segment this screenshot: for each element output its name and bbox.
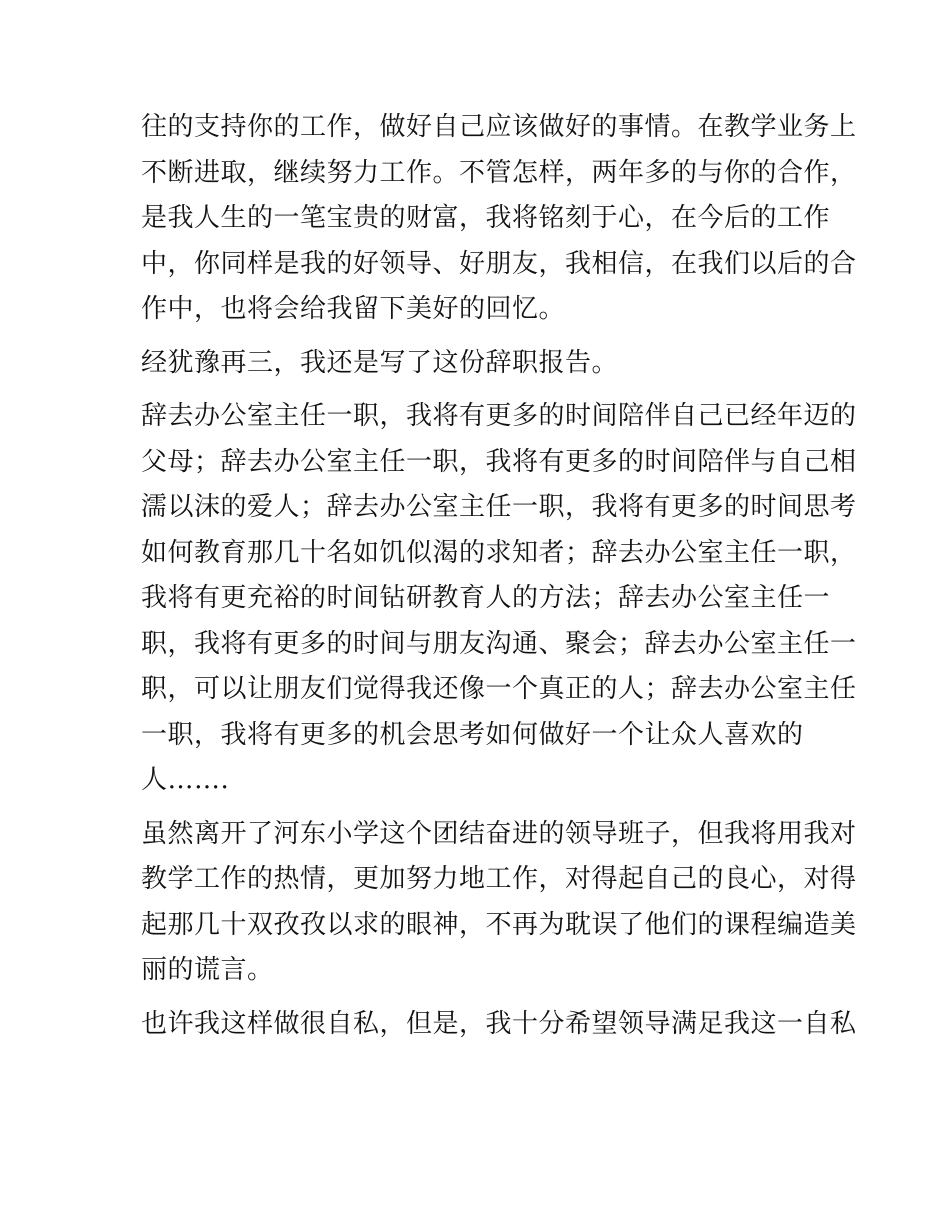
paragraph-gap: [141, 333, 821, 341]
paragraph: [141, 1002, 857, 1048]
text-line: 职，可以让朋友们觉得我还像一个真正的人；辞去办公室主任: [141, 674, 857, 704]
document-body: [141, 105, 857, 1047]
text-line: 一职，我将有更多的机会思考如何做好一个让众人喜欢的: [141, 719, 804, 750]
paragraph-gap: [141, 386, 821, 394]
paragraph: [141, 812, 857, 994]
text-line: 父母；辞去办公室主任一职，我将有更多的时间陪伴与自己相: [141, 446, 857, 477]
paragraph-gap: [141, 804, 821, 812]
paragraph-gap: [141, 994, 821, 1002]
text-line: 也许我这样做很自私，但是，我十分希望领导满足我这一自私: [141, 1008, 857, 1039]
text-line: 丽的谎言。: [141, 955, 274, 985]
text-line: 辞去办公室主任一职，我将有更多的时间陪伴自己已经年迈的: [141, 401, 857, 431]
paragraph: [141, 105, 857, 333]
text-line: 往的支持你的工作，做好自己应该做好的事情。在教学业务上: [141, 112, 857, 142]
text-line: 人…….: [141, 765, 230, 795]
text-line: 我将有更充裕的时间钻研教育人的方法；辞去办公室主任一: [141, 583, 831, 613]
text-line: 濡以沫的爱人；辞去办公室主任一职，我将有更多的时间思考: [141, 492, 857, 522]
paragraph: [141, 341, 821, 387]
paragraph: [141, 394, 857, 804]
text-line: 起那几十双孜孜以求的眼神，不再为耽误了他们的课程编造美: [141, 909, 857, 940]
text-line: 作中，也将会给我留下美好的回忆。: [141, 294, 566, 324]
text-line: 是我人生的一笔宝贵的财富，我将铭刻于心，在今后的工作: [141, 203, 831, 233]
text-line: 如何教育那几十名如饥似渴的求知者；辞去办公室主任一职，: [141, 537, 857, 568]
text-line: 虽然离开了河东小学这个团结奋进的领导班子，但我将用我对: [141, 818, 857, 849]
text-line: 职，我将有更多的时间与朋友沟通、聚会；辞去办公室主任一: [141, 628, 857, 659]
text-line: 中，你同样是我的好领导、好朋友，我相信，在我们以后的合: [141, 248, 857, 279]
text-line: 经犹豫再三，我还是写了这份辞职报告。: [141, 347, 619, 378]
text-line: 教学工作的热情，更加努力地工作，对得起自己的良心，对得: [141, 864, 857, 894]
text-line: 不断进取，继续努力工作。不管怎样，两年多的与你的合作，: [141, 157, 857, 188]
